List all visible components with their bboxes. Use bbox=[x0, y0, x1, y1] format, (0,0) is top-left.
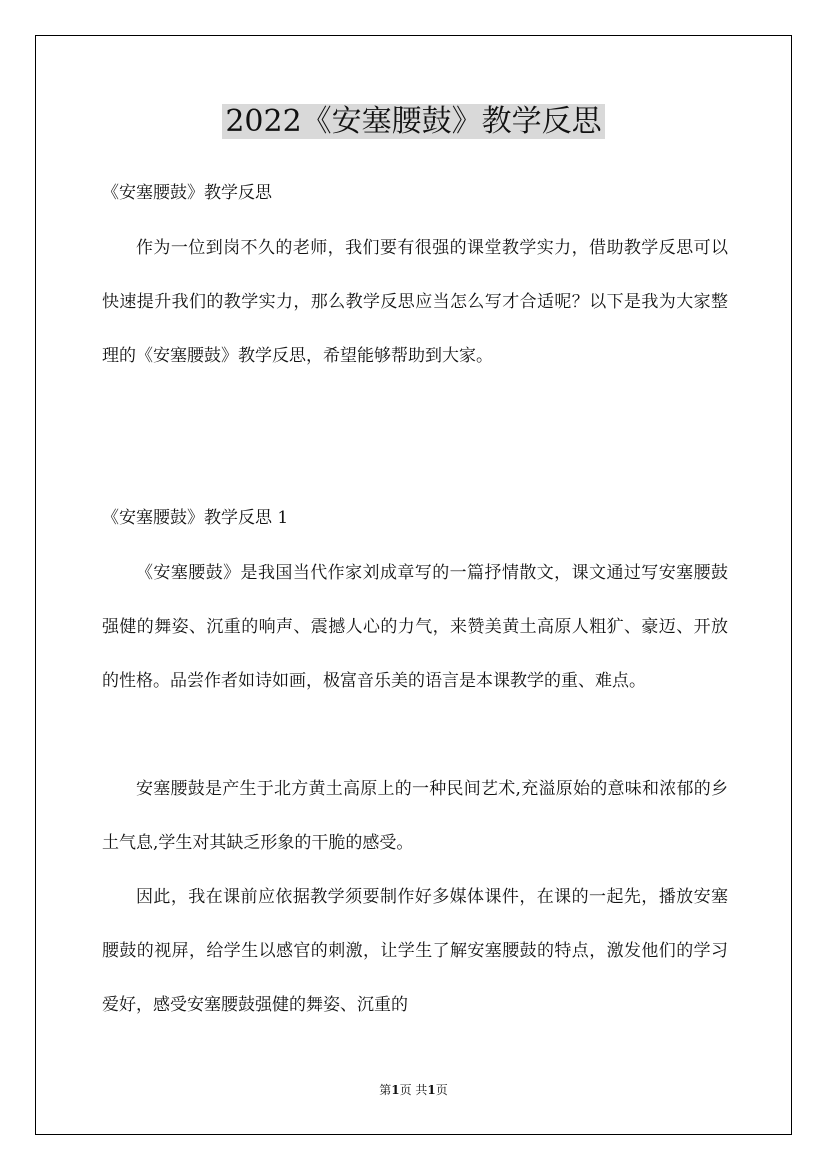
footer-page-total: 1 bbox=[427, 1083, 436, 1097]
footer-page-suffix: 页 bbox=[435, 1083, 448, 1097]
document-title-text: 2022《安塞腰鼓》教学反思 bbox=[222, 104, 604, 139]
body-paragraph: 安塞腰鼓是产生于北方黄土高原上的一种民间艺术,充溢原始的意味和浓郁的乡土气息,学生对其缺乏形象的干脆的感受。 bbox=[102, 779, 728, 853]
footer-page-mid: 页 共 bbox=[399, 1083, 428, 1097]
page-footer bbox=[0, 1082, 827, 1098]
body-paragraph: 因此，我在课前应依据教学须要制作好多媒体课件，在课的一起先，播放安塞腰鼓的视屏，给学生以感官的刺激，让学生了解安塞腰鼓的特点，激发他们的学习爱好，感受安塞腰鼓强健的舞姿、沉重的 bbox=[102, 887, 728, 1015]
section-heading: 《安塞腰鼓》教学反思 1 bbox=[102, 508, 289, 528]
footer-page-current: 1 bbox=[391, 1083, 400, 1097]
intro-heading: 《安塞腰鼓》教学反思 bbox=[102, 183, 272, 203]
body-paragraph: 《安塞腰鼓》是我国当代作家刘成章写的一篇抒情散文，课文通过写安塞腰鼓强健的舞姿、沉重的响声、震撼人心的力气，来赞美黄土高原人粗犷、豪迈、开放的性格。品尝作者如诗如画，极富音乐美的语言是本课教学的重、难点。 bbox=[102, 563, 728, 691]
intro-paragraph: 作为一位到岗不久的老师，我们要有很强的课堂教学实力，借助教学反思可以快速提升我们的教学实力，那么教学反思应当怎么写才合适呢？以下是我为大家整理的《安塞腰鼓》教学反思，希望能够帮助到大家。 bbox=[102, 238, 728, 366]
document-title bbox=[0, 100, 827, 144]
footer-page-prefix: 第 bbox=[379, 1083, 392, 1097]
